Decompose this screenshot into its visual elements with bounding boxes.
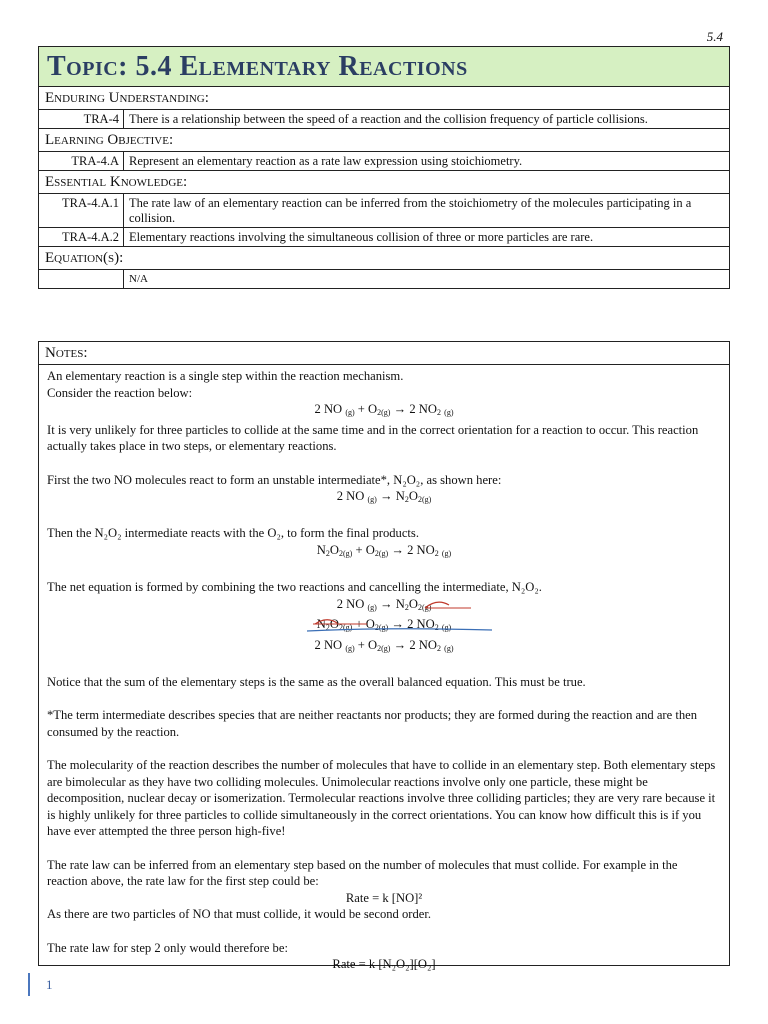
- knowledge-text: Elementary reactions involving the simultaneous collision of three or more particles are rare.: [129, 230, 594, 244]
- objective-row: [39, 152, 729, 171]
- notes-box: [38, 341, 730, 972]
- equation-value: N/A: [129, 273, 148, 285]
- net-step1: 2 NO $_{(g)} \to N_2O_{2(g)}$: [336, 596, 432, 612]
- notes-paragraph: Then the N₂O₂ intermediate reacts with the O₂, to form the final products.: [47, 526, 419, 541]
- notes-paragraph: Notice that the sum of the elementary steps is the same as the overall balanced equation. This must be true.: [47, 675, 586, 690]
- page-number: 1: [46, 977, 53, 992]
- step1-equation: 2 NO $_{(g)} \to N_2O_{2(g)}$: [336, 489, 432, 505]
- notes-paragraph: Consider the reaction below:: [47, 385, 193, 400]
- footer-bar: [28, 973, 30, 996]
- net-overall: 2 NO $_{(g)} + O_{2(g)} \to 2$ $NO_2$ $_{(g)}$: [314, 637, 454, 653]
- cancel-marks-icon: [47, 596, 723, 646]
- notes-paragraph: First the two NO molecules react to form an unstable intermediate*, N₂O₂, as shown here:: [47, 472, 502, 487]
- objective-text: Represent an elementary reaction as a rate law expression using stoichiometry.: [129, 154, 523, 168]
- page-label: 5.4: [706, 29, 723, 44]
- knowledge-row: [39, 194, 729, 228]
- topic-table: [38, 46, 730, 289]
- overall-equation: 2 NO $_{(g)} + O_{2(g)} \to 2$ $NO_2$ $_{(g)}$: [314, 402, 454, 418]
- notes-paragraph: The net equation is formed by combining the two reactions and cancelling the intermediate, N₂O₂.: [47, 580, 542, 595]
- equation-code: [39, 270, 124, 288]
- notes-paragraph: It is very unlikely for three particles to collide at the same time and in the correct orientation for a reaction to occur. This reaction actually takes place in two steps, or elementary reactions.: [47, 422, 699, 454]
- notes-paragraph: The rate law for step 2 only would therefore be:: [47, 940, 288, 955]
- knowledge-code: TRA-4.A.2: [39, 228, 124, 246]
- notes-heading: Notes:: [39, 342, 729, 365]
- net-step2: $N_2O_{2(g)} + O_{2(g)} \to 2$ $NO_2$ $_{(g)}$: [316, 617, 452, 633]
- notes-paragraph: The molecularity of the reaction describes the number of molecules that have to collide in an elementary step. Both elementary steps are bimolecular as they have two colliding molecules. Unimolecular reactions involve only one particle, these might be decomposition, nuclear decay or isomerization. Termolecular reactions involve three colliding particles; they are very rare because it is highly unlikely for three particles to collide simultaneously in the correct orientations. You can know how difficult this is if you have ever attempted the three person high-five!: [47, 758, 716, 839]
- notes-body: [39, 365, 729, 973]
- notes-paragraph: An elementary reaction is a single step within the reaction mechanism.: [47, 369, 404, 383]
- notes-paragraph: The rate law can be inferred from an elementary step based on the number of molecules that must collide. For example in the reaction above, the rate law for the first step could be:: [47, 857, 678, 889]
- step2-equation: $N_2O_{2(g)} + O_{2(g)} \to 2$ $NO_2$ $_{(g)}$: [316, 542, 452, 558]
- enduring-heading: Enduring Understanding:: [39, 87, 729, 110]
- equation-heading: Equation(s):: [39, 247, 729, 270]
- knowledge-code: TRA-4.A.1: [39, 194, 124, 227]
- rate-law-1: Rate = k [NO]²: [345, 890, 423, 905]
- knowledge-text: The rate law of an elementary reaction can be inferred from the stoichiometry of the molecules participating in a collision.: [129, 196, 692, 225]
- enduring-row: [39, 110, 729, 129]
- equation-row: [39, 270, 729, 288]
- knowledge-heading: Essential Knowledge:: [39, 171, 729, 194]
- objective-heading: Learning Objective:: [39, 129, 729, 152]
- enduring-text: There is a relationship between the speed of a reaction and the collision frequency of particle collisions.: [129, 112, 648, 126]
- enduring-code: TRA-4: [39, 110, 124, 128]
- notes-paragraph: As there are two particles of NO that must collide, it would be second order.: [47, 907, 432, 922]
- net-equation-block: [47, 596, 721, 658]
- notes-paragraph: *The term intermediate describes species that are neither reactants nor products; they are formed during the reaction and are then consumed by the reaction.: [47, 708, 698, 739]
- knowledge-row: [39, 228, 729, 247]
- rate-law-2: Rate = k [N₂O₂][O₂]: [332, 957, 436, 972]
- topic-title: Topic: 5.4 Elementary Reactions: [39, 47, 729, 87]
- objective-code: TRA-4.A: [39, 152, 124, 170]
